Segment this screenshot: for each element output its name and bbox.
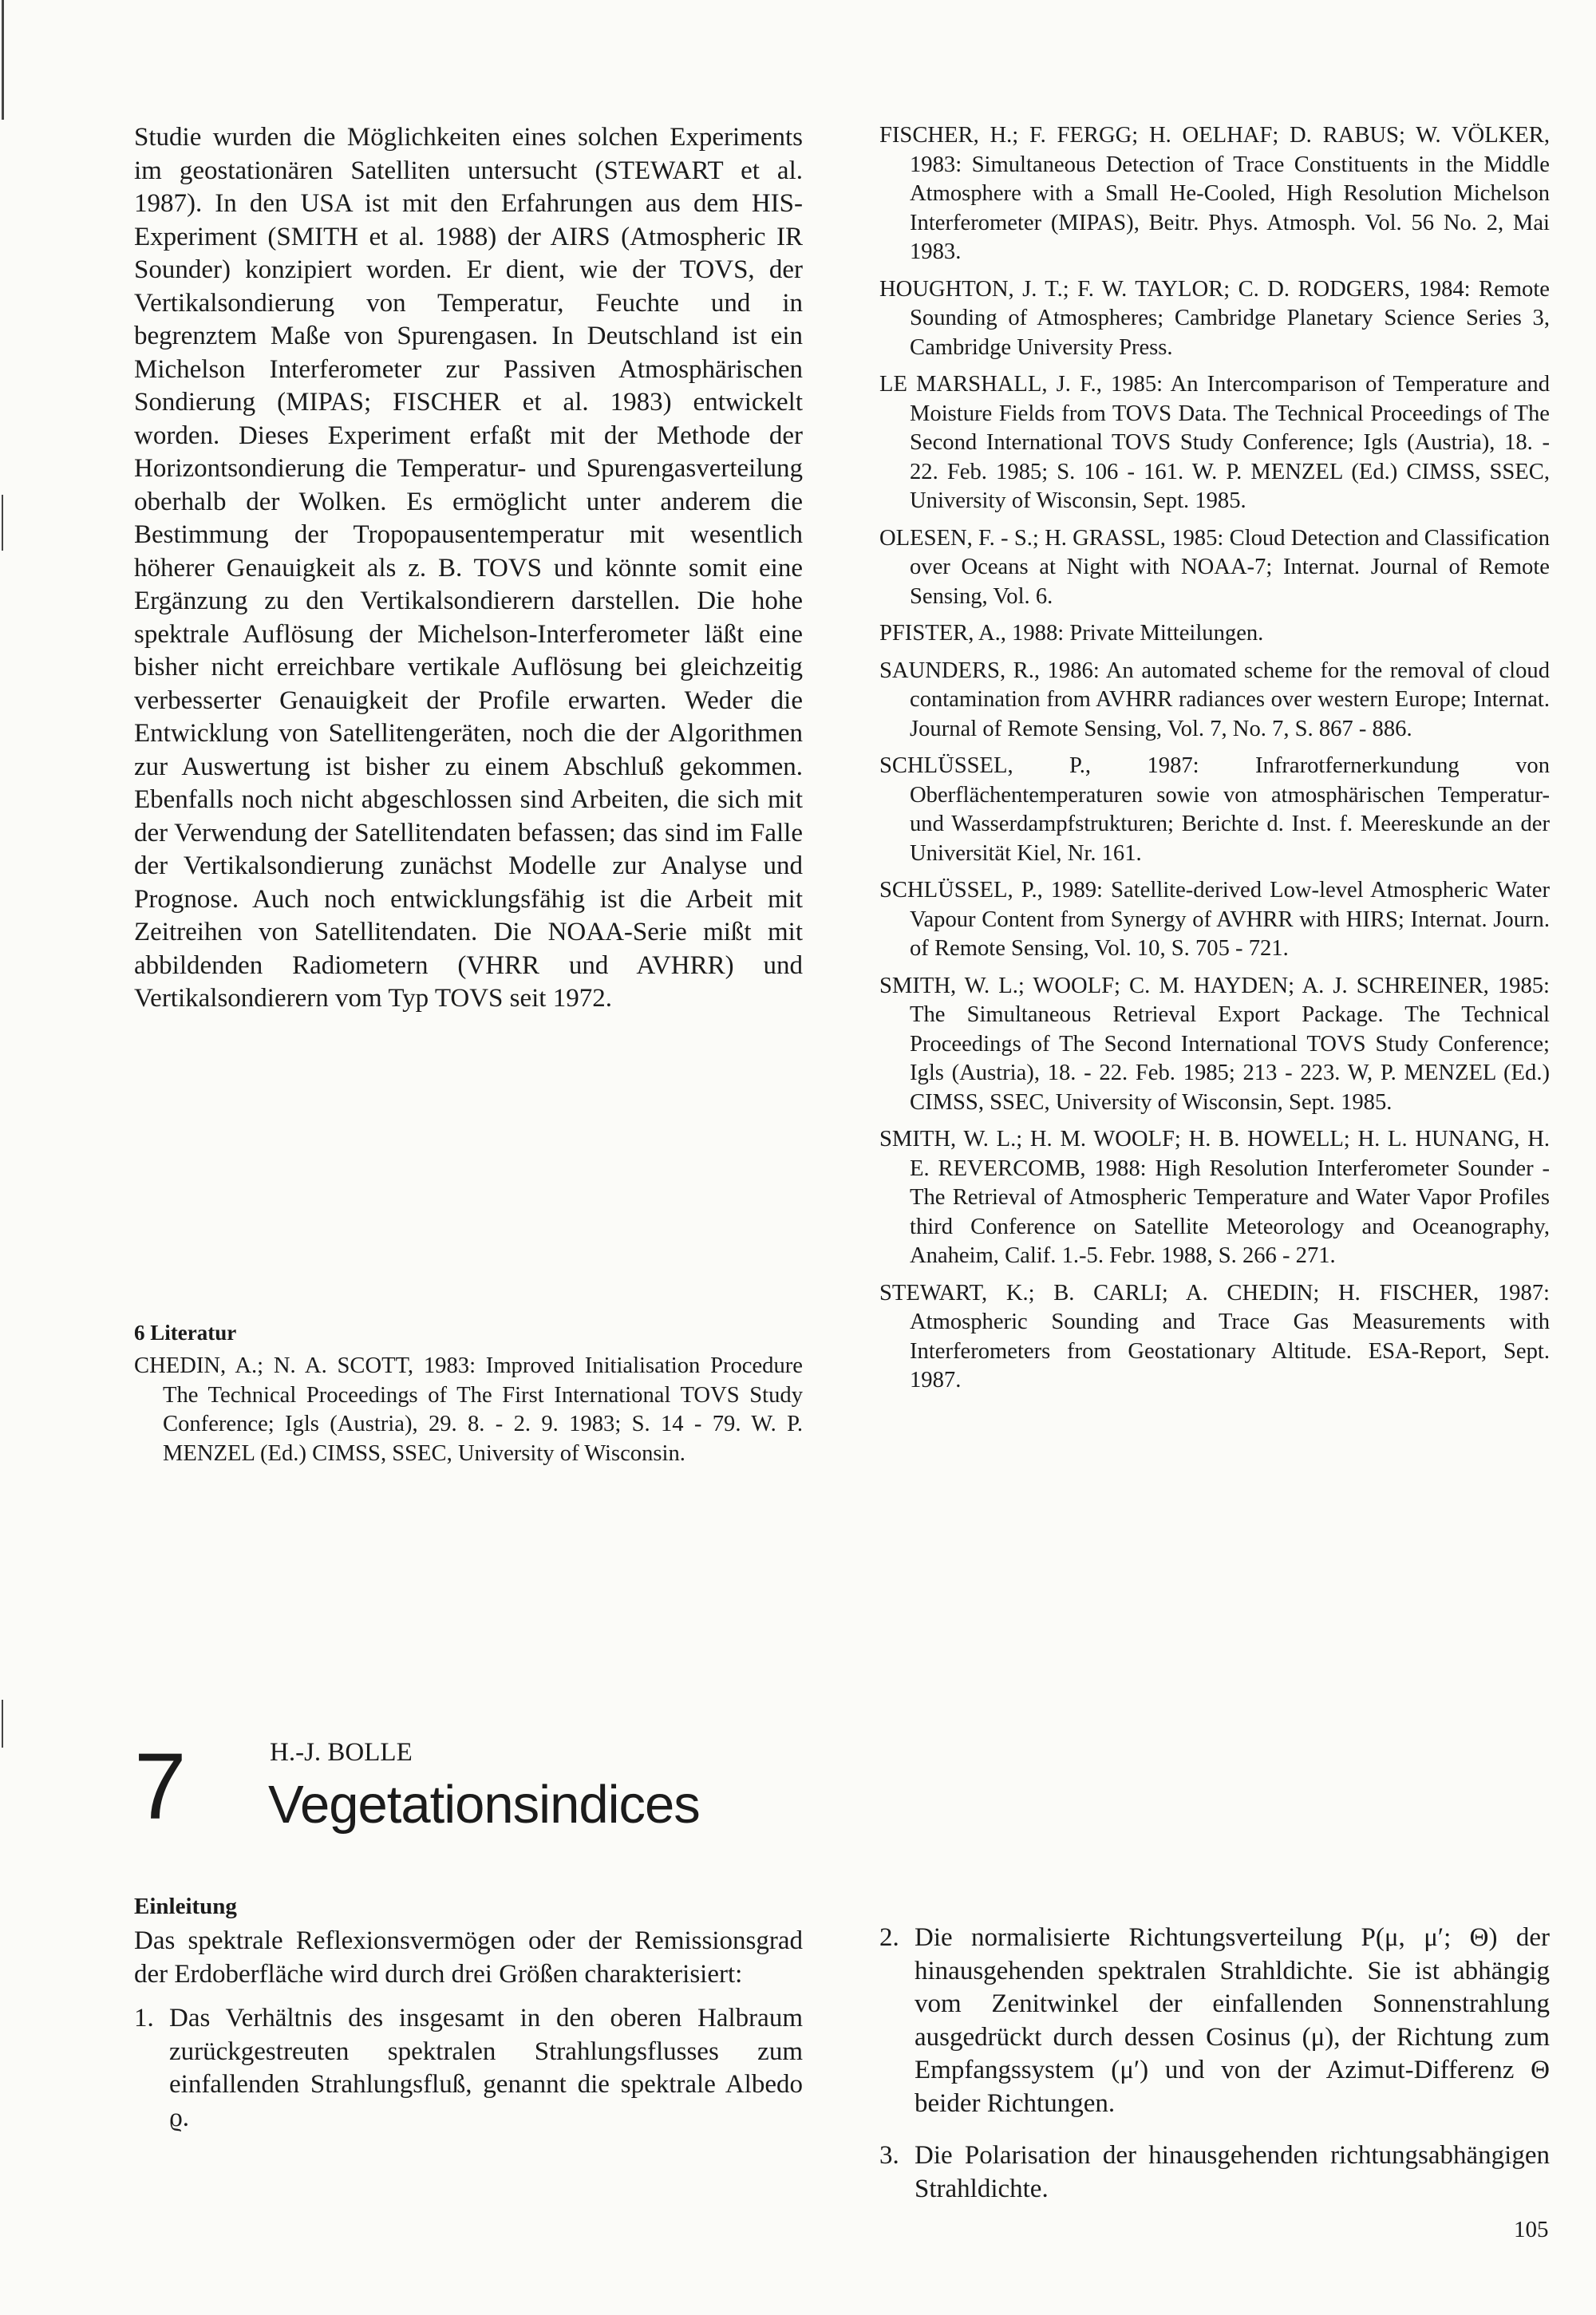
reference-item: SCHLÜSSEL, P., 1989: Satellite-derived Low-level Atmospheric Water Vapour Content from Synergy of AVHRR with HIRS; Internat. Journ. of Remote Sensing, Vol. 10, S. 705 - 721.: [879, 878, 1550, 961]
intro-right-column: [879, 1922, 1550, 2206]
reference-item: HOUGHTON, J. T.; F. W. TAYLOR; C. D. RODGERS, 1984: Remote Sounding of Atmospheres; Cambridge Planetary Science Series 3, Cambridge University Press.: [879, 276, 1550, 360]
page-number: 105: [1514, 2217, 1549, 2242]
reference-item: LE MARSHALL, J. F., 1985: An Intercomparison of Temperature and Moisture Fields from TOVS Data. The Technical Proceedings of The Second International TOVS Study Conference; Igls (Austria), 18. - 22. Feb. 1985; S. 106 - 161. W. P. MENZEL (Ed.) CIMSS, SSEC, University of Wisconsin, Sept. 1985.: [879, 372, 1550, 513]
right-column-references: [879, 121, 1550, 1404]
reference-item: SCHLÜSSEL, P., 1987: Infrarotfernerkundung von Oberflächentemperaturen sowie von atmosphärischen Temperatur- und Wasserdampfstrukturen; Berichte d. Inst. f. Meereskunde an der Universität Kiel, Nr. 161.: [879, 753, 1550, 866]
reference-item: STEWART, K.; B. CARLI; A. CHEDIN; H. FISCHER, 1987: Atmospheric Sounding and Trace Gas Measurements with Interferometers from Geostationary Altitude. ESA-Report, Sept. 1987.: [879, 1280, 1550, 1393]
scan-edge-mark-lower: [2, 1700, 3, 1748]
reference-item: FISCHER, H.; F. FERGG; H. OELHAF; D. RABUS; W. VÖLKER, 1983: Simultaneous Detection of Trace Constituents in the Middle Atmosphere with a Small He-Cooled, High Resolution Michelson Interferometer (MIPAS), Beitr. Phys. Atmosph. Vol. 56 No. 2, Mai 1983.: [879, 123, 1550, 264]
reference-item: SAUNDERS, R., 1986: An automated scheme for the removal of cloud contamination from AVHRR radiances over western Europe; Internat. Journal of Remote Sensing, Vol. 7, No. 7, S. 867 - 886.: [879, 658, 1550, 741]
list-number: 1.: [134, 2004, 154, 2033]
reference-item: PFISTER, A., 1988: Private Mitteilungen.: [879, 621, 1264, 646]
reference-item: OLESEN, F. - S.; H. GRASSL, 1985: Cloud Detection and Classification over Oceans at Night with NOAA-7; Internat. Journal of Remote Sensing, Vol. 6.: [879, 525, 1550, 609]
chapter-number: 7: [134, 1734, 187, 1839]
reference-item: SMITH, W. L.; WOOLF; C. M. HAYDEN; A. J. SCHREINER, 1985: The Simultaneous Retrieval Export Package. The Technical Proceedings of The Second International TOVS Study Conference; Igls (Austria), 18. - 22. Feb. 1985; 213 - 223. W, P. MENZEL (Ed.) CIMSS, SSEC, University of Wisconsin, Sept. 1985.: [879, 973, 1550, 1115]
intro-paragraph: Das spektrale Reflexionsvermögen oder der Remissionsgrad der Erdoberfläche wird durch drei Größen charakterisiert:: [134, 1926, 803, 1989]
scan-edge-mark-middle: [2, 495, 3, 551]
left-column-upper: [134, 121, 803, 1016]
literature-section: [134, 1318, 803, 1476]
list-number: 2.: [879, 1923, 899, 1952]
body-paragraph: Studie wurden die Möglichkeiten eines solchen Experiments im geostationären Satelliten untersucht (STEWART et al. 1987). In den USA ist mit den Erfahrungen aus dem HIS-Experiment (SMITH et al. 1988) der AIRS (Atmospheric IR Sounder) konzipiert worden. Er dient, wie der TOVS, der Vertikalsondierung von Temperatur, Feuchte und in begrenztem Maße von Spurengasen. In Deutschland ist ein Michelson Interferometer zur Passiven Atmosphärischen Sondierung (MIPAS; FISCHER et al. 1983) entwickelt worden. Dieses Experiment erfaßt mit der Methode der Horizontsondierung die Temperatur- und Spurengasverteilung oberhalb der Wolken. Es ermöglicht unter anderem die Bestimmung der Tropopausentemperatur mit wesentlich höherer Genauigkeit als z. B. TOVS und könnte somit eine Ergänzung zu den Vertikalsondierern darstellen. Die hohe spektrale Auflösung der Michelson-Interferometer läßt eine bisher nicht erreichbare vertikale Auflösung bei gleichzeitig verbesserter Genauigkeit der Profile erwarten. Weder die Entwicklung von Satellitengeräten, noch die der Algorithmen zur Auswertung ist bisher zu einem Abschluß gekommen. Ebenfalls noch nicht abgeschlossen sind Arbeiten, die sich mit der Verwendung der Satellitendaten befassen; das sind im Falle der Vertikalsondierung zunächst Modelle zur Analyse und Prognose. Auch noch entwicklungsfähig ist die Arbeit mit Zeitreihen von Satellitendaten. Die NOAA-Serie mißt mit abbildenden Radiometern (VHRR und AVHRR) und Vertikalsondierern vom Typ TOVS seit 1972.: [134, 123, 803, 1013]
reference-chedin: CHEDIN, A.; N. A. SCOTT, 1983: Improved Initialisation Procedure The Technical Proceedings of The First International TOVS Study Conference; Igls (Austria), 29. 8. - 2. 9. 1983; S. 14 - 79. W. P. MENZEL (Ed.) CIMSS, SSEC, University of Wisconsin.: [134, 1353, 803, 1466]
chapter-title: Vegetationsindices: [268, 1775, 700, 1835]
reference-item: SMITH, W. L.; H. M. WOOLF; H. B. HOWELL; H. L. HUNANG, H. E. REVERCOMB, 1988: High Resolution Interferometer Sounder - The Retrieval of Atmospheric Temperature and Water Vapor Profiles third Conference on Satellite Meteorology and Oceanography, Anaheim, Calif. 1.-5. Febr. 1988, S. 266 - 271.: [879, 1127, 1550, 1268]
list-text: Die Polarisation der hinausgehenden richtungsabhängigen Strahldichte.: [915, 2141, 1550, 2203]
scan-edge-mark-top: [2, 0, 4, 120]
literature-heading: 6 Literatur: [134, 1321, 237, 1345]
list-text: Die normalisierte Richtungsverteilung P(μ, μ′; Θ) der hinausgehenden spektralen Strahldichte. Sie ist abhängig vom Zenitwinkel der einfallenden Sonnenstrahlung ausgedrückt durch dessen Cosinus (μ), der Richtung zum Empfangssystem (μ′) und von der Azimut-Differenz Θ beider Richtungen.: [915, 1923, 1550, 2118]
intro-heading: Einleitung: [134, 1894, 237, 1919]
intro-list-item: [879, 2139, 1550, 2206]
intro-list-item: [134, 2002, 803, 2135]
intro-left-column: [134, 1891, 803, 2135]
list-text: Das Verhältnis des insgesamt in den oberen Halbraum zurückgestreuten spektralen Strahlungsflusses zum einfallenden Strahlungsfluß, genannt die spektrale Albedo ϱ.: [169, 2004, 803, 2132]
chapter-author: H.-J. BOLLE: [270, 1738, 413, 1767]
list-number: 3.: [879, 2141, 899, 2170]
intro-list-item: [879, 1922, 1550, 2120]
